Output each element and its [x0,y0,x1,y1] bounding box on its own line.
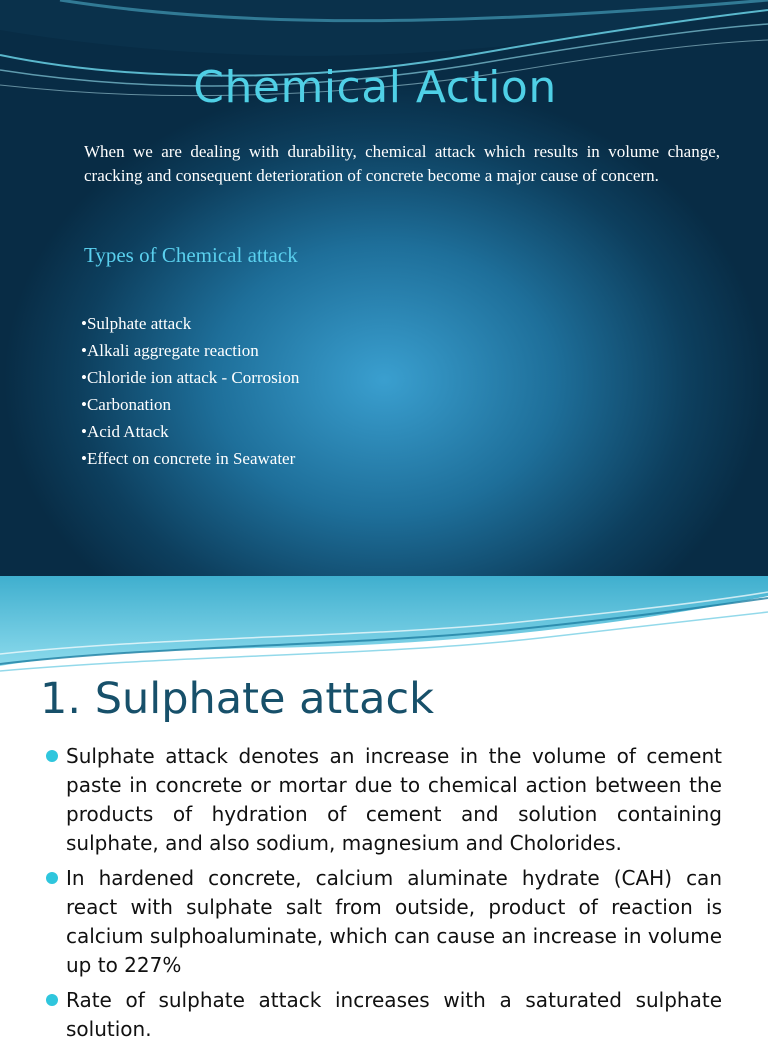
list-item: •Carbonation [81,395,171,414]
bullet-dot-icon [46,872,58,884]
bullet-dot-icon [46,750,58,762]
slide2-title: 1. Sulphate attack [40,674,435,724]
list-item: •Acid Attack [81,422,169,441]
list-item: •Effect on concrete in Seawater [81,449,296,468]
list-item: •Chloride ion attack - Corrosion [81,368,300,387]
slide1-subheading: Types of Chemical attack [84,243,298,267]
bullet-dot-icon [46,994,58,1006]
list-item: •Sulphate attack [81,314,192,333]
list-item [46,742,722,858]
slide1-title: Chemical Action [193,62,557,113]
slide-sulphate-attack [0,576,768,1041]
chemical-attack-types-list [81,310,481,472]
bullet-text: Rate of sulphate attack increases with a saturated sulphate solution. [66,988,722,1041]
sulphate-attack-bullets [46,742,722,1050]
list-item: •Alkali aggregate reaction [81,341,259,360]
slide2-wave-decoration [0,576,768,672]
bullet-text: In hardened concrete, calcium aluminate hydrate (CAH) can react with sulphate salt from outside, product of reaction is calcium sulphoaluminate, which can cause an increase in volume up to 227% [66,866,722,977]
list-item [46,986,722,1044]
bullet-text: Sulphate attack denotes an increase in the volume of cement paste in concrete or mortar due to chemical action between the products of hydration of cement and solution containing sulphate, and also sodium, magnesium and Cholorides. [66,744,722,855]
slide1-intro-text: When we are dealing with durability, chemical attack which results in volume change, cracking and consequent deterioration of concrete become a major cause of concern. [84,142,720,185]
list-item [46,864,722,980]
